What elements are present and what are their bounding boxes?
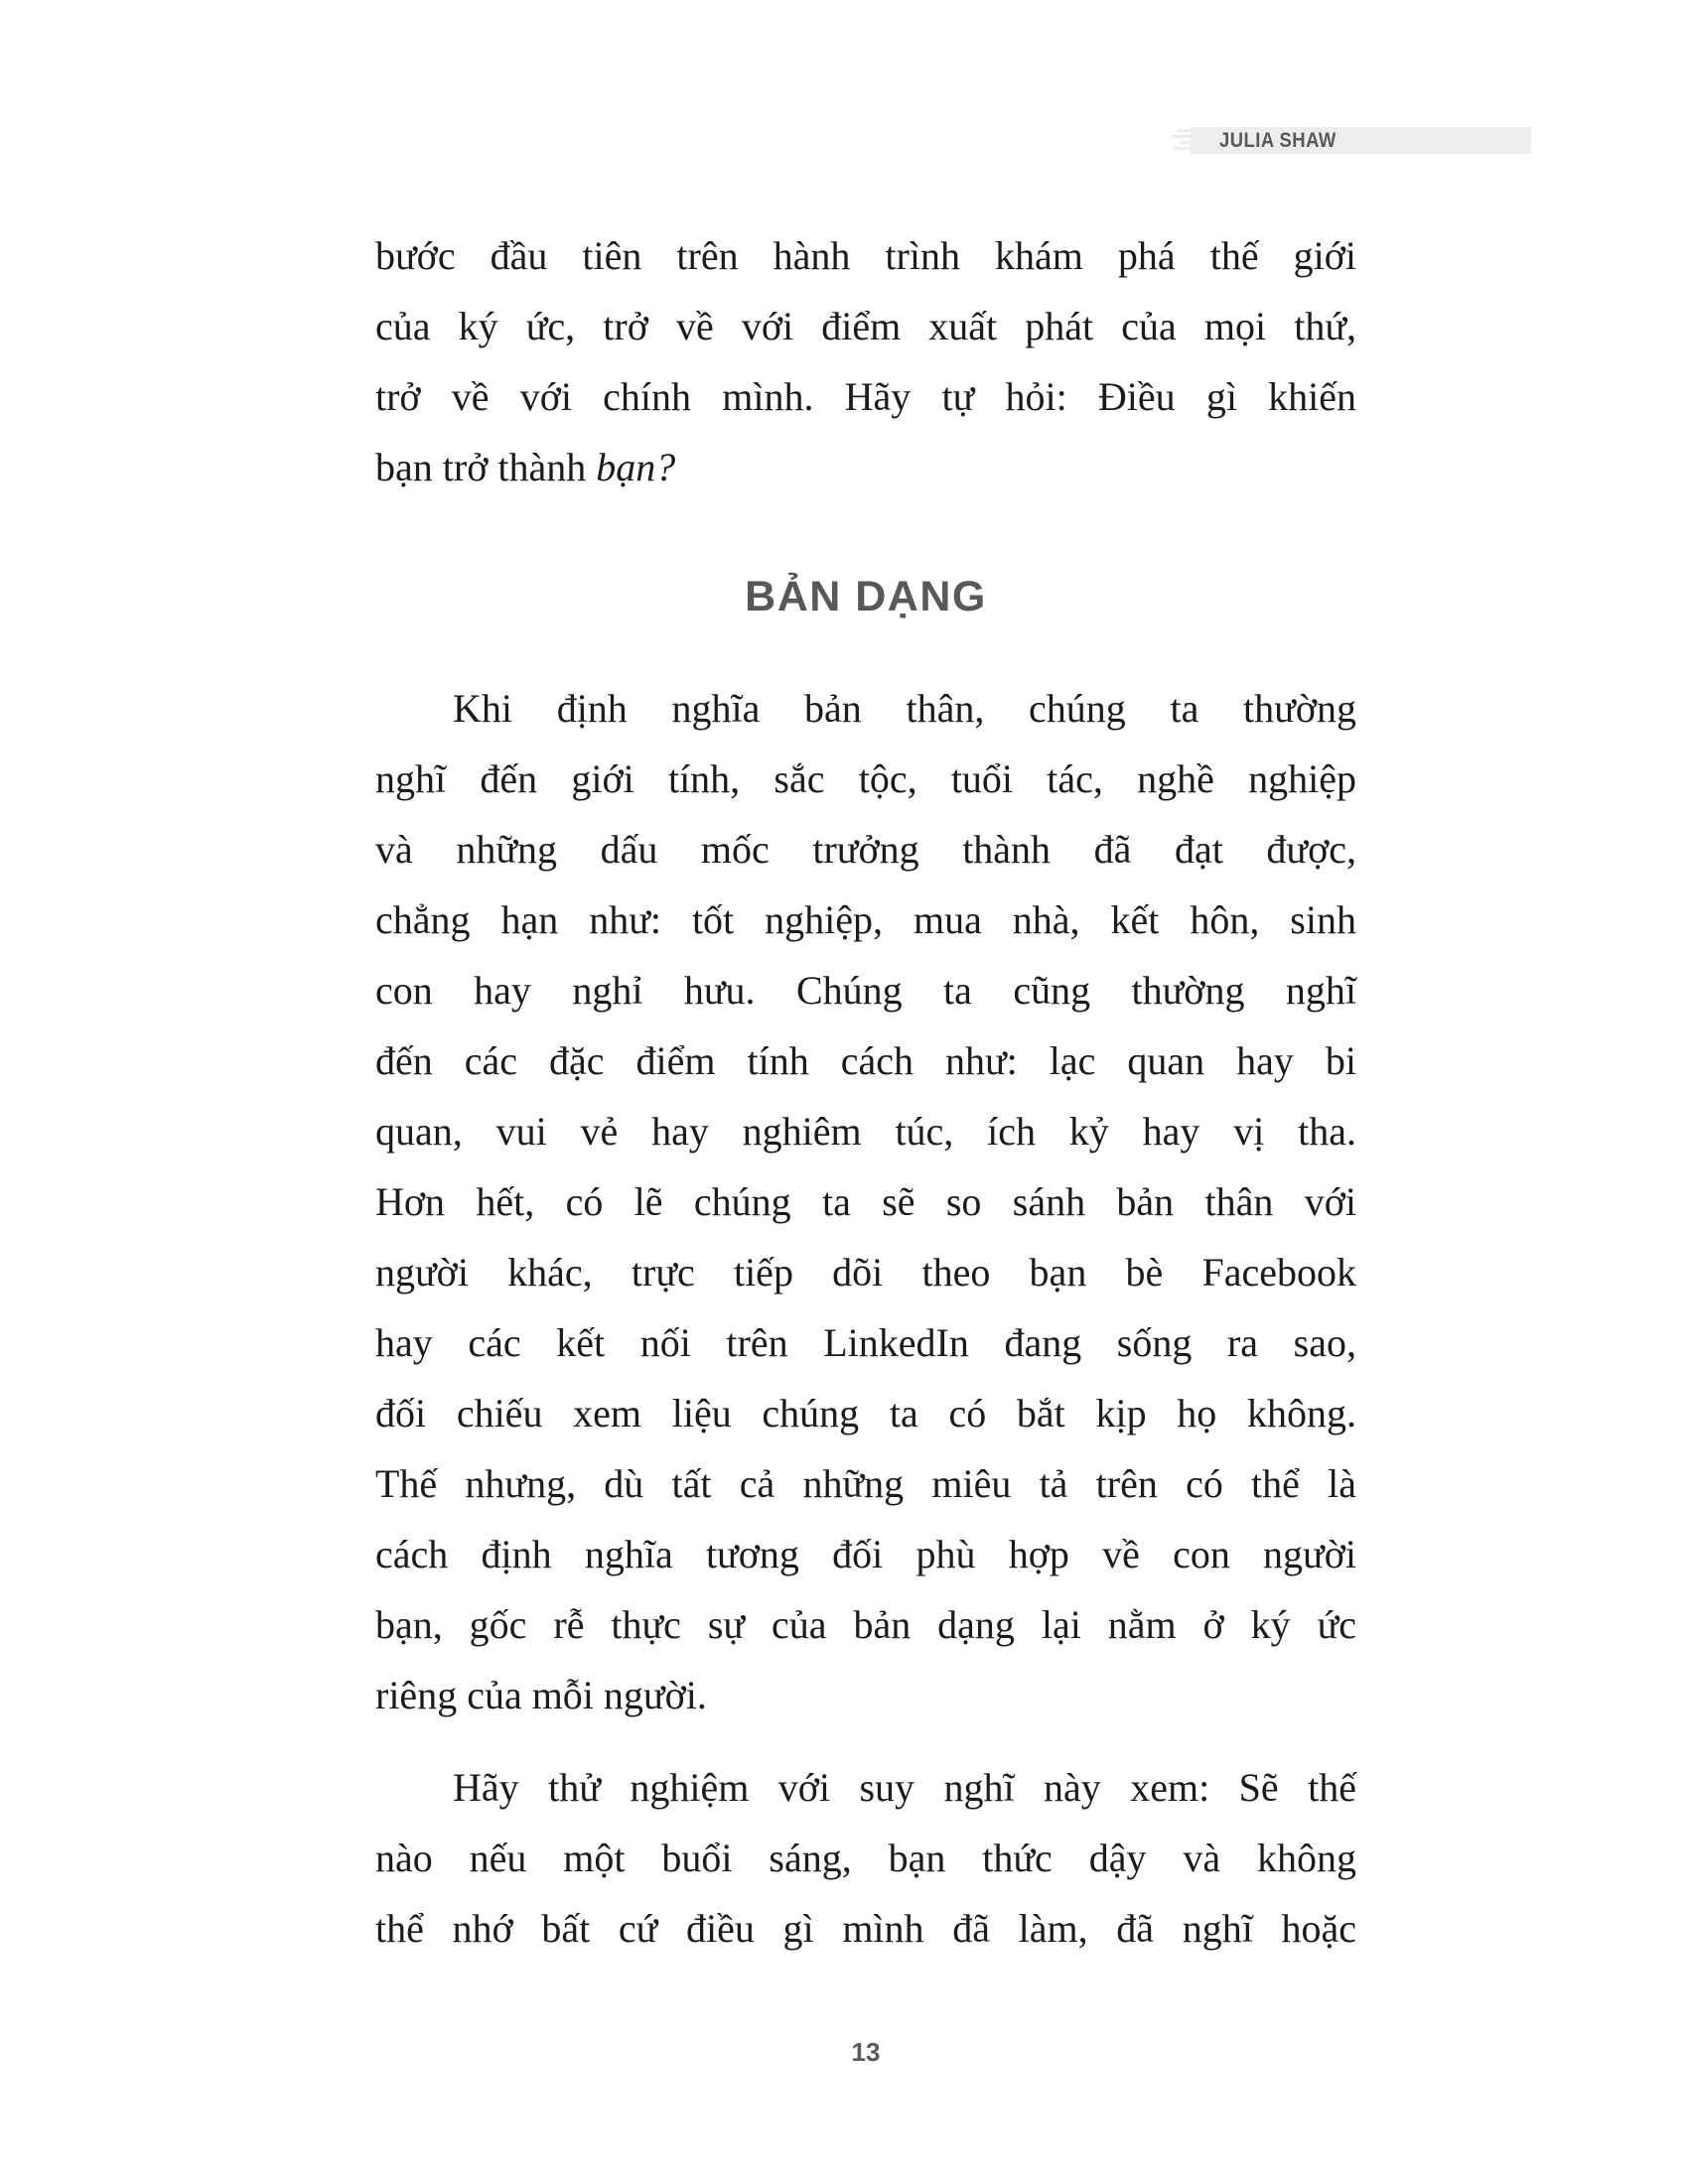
text-line: cách định nghĩa tương đối phù hợp về con người bbox=[375, 1532, 1356, 1576]
running-header-author: JULIA SHAW bbox=[1219, 129, 1336, 152]
text-line: riêng của mỗi người. bbox=[375, 1673, 707, 1717]
text-line: Hãy thử nghiệm với suy nghĩ này xem: Sẽ thế bbox=[453, 1765, 1356, 1810]
text-line: người khác, trực tiếp dõi theo bạn bè Facebook bbox=[375, 1250, 1356, 1295]
text-line: hay các kết nối trên LinkedIn đang sống ra sao, bbox=[375, 1320, 1356, 1365]
text-line: đối chiếu xem liệu chúng ta có bắt kịp họ không. bbox=[375, 1391, 1356, 1435]
text-line: nghĩ đến giới tính, sắc tộc, tuổi tác, nghề nghiệp bbox=[375, 756, 1356, 801]
text-line: đến các đặc điểm tính cách như: lạc quan hay bi bbox=[375, 1038, 1356, 1083]
page-number: 13 bbox=[851, 2037, 881, 2067]
text-block bbox=[375, 220, 1356, 1964]
brush-edge-decoration bbox=[1169, 127, 1191, 154]
text-line: chẳng hạn như: tốt nghiệp, mua nhà, kết hôn, sinh bbox=[375, 897, 1356, 942]
text-line: thể nhớ bất cứ điều gì mình đã làm, đã nghĩ hoặc bbox=[375, 1906, 1356, 1951]
paragraph-3 bbox=[375, 1752, 1356, 1964]
text-line: Thế nhưng, dù tất cả những miêu tả trên có thể là bbox=[375, 1461, 1356, 1506]
text-segment: bạn trở thành bbox=[375, 445, 597, 489]
paragraph-1 bbox=[375, 220, 1356, 502]
text-line: Khi định nghĩa bản thân, chúng ta thường bbox=[453, 686, 1356, 731]
italic-word: bạn? bbox=[596, 445, 676, 489]
paragraph-2 bbox=[375, 673, 1356, 1730]
text-line: con hay nghỉ hưu. Chúng ta cũng thường nghĩ bbox=[375, 968, 1356, 1013]
text-line: và những dấu mốc trưởng thành đã đạt được, bbox=[375, 827, 1356, 872]
text-line: trở về với chính mình. Hãy tự hỏi: Điều gì khiến bbox=[375, 374, 1356, 419]
text-line: nào nếu một buổi sáng, bạn thức dậy và không bbox=[375, 1836, 1356, 1880]
text-line: của ký ức, trở về với điểm xuất phát của mọi thứ, bbox=[375, 304, 1356, 348]
text-line: bước đầu tiên trên hành trình khám phá thế giới bbox=[375, 233, 1356, 278]
running-header-bar bbox=[1191, 127, 1531, 154]
text-line: Hơn hết, có lẽ chúng ta sẽ so sánh bản thân với bbox=[375, 1179, 1356, 1224]
text-line bbox=[375, 432, 1356, 502]
text-line: quan, vui vẻ hay nghiêm túc, ích kỷ hay vị tha. bbox=[375, 1109, 1356, 1154]
text-line: bạn, gốc rễ thực sự của bản dạng lại nằm ở ký ức bbox=[375, 1602, 1356, 1647]
section-heading: BẢN DẠNG bbox=[745, 573, 987, 620]
